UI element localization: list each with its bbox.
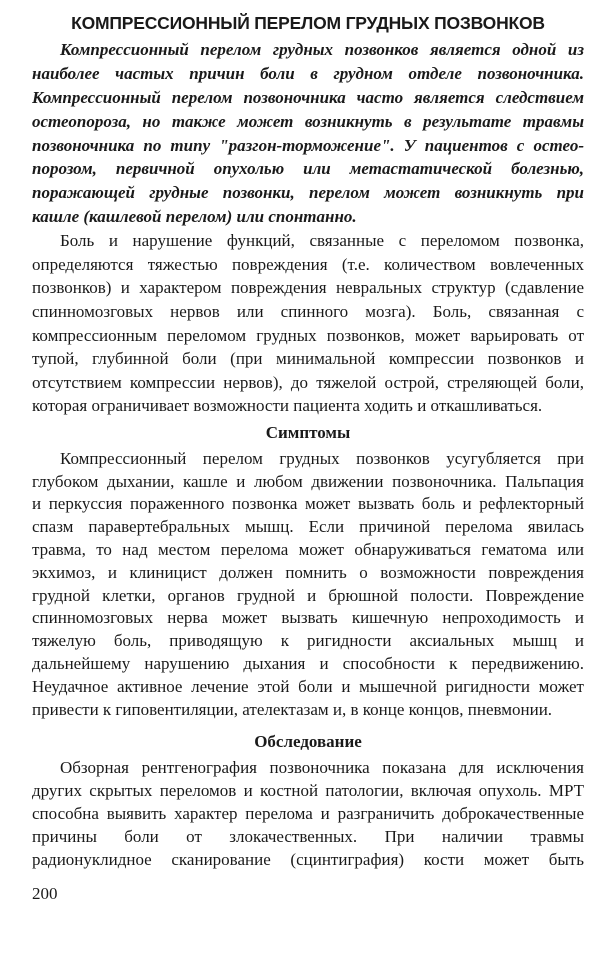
text-line: наиболее частых причин боли в грудном отделе позвоночника. [32,63,584,83]
text-line: спинномозговых нервов или спинного мозга). Боль, связанная с [32,301,584,321]
page-number: 200 [32,884,58,903]
text-line: Неудачное активное лечение этой боли и мышечной ригидности может [32,676,584,696]
text-line: кашле (кашлевой перелом) или спонтанно. [32,207,357,227]
text-line: остеопороза, но также может возникнуть в результате травмы [32,111,584,131]
section-heading-exam: Обследование [254,732,362,752]
paragraph-symptoms [32,448,584,722]
text-line: спазм паравертебральных мышц. Если причиной перелома явилась [32,517,584,537]
text-line: которая ограничивает возможности пациента ходить и откашливаться. [32,396,543,416]
chapter-title: КОМПРЕССИОННЫЙ ПЕРЕЛОМ ГРУДНЫХ ПОЗВОНКОВ [71,13,545,33]
text-line: позвоночника по типу "разгон-торможение". У пациентов с остео- [32,135,584,155]
text-line: грудной клетки, органов грудной и брюшной полости. Повреждение [32,585,584,605]
text-line: дальнейшему нарушению дыхания и способности к передвижению. [32,654,584,674]
text-line: причины боли от злокачественных. При наличии травмы [32,826,584,846]
text-line: порозом, первичной опухолью или метастатической болезнью, [32,159,584,179]
paragraph-pain [32,229,584,418]
text-line: Компрессионный перелом грудных позвонков является одной из [60,40,584,59]
text-line: отсутствием компрессии нервов), до тяжелой острой, стреляющей боли, [32,372,584,392]
text-line: Обзорная рентгенография позвоночника показана для исключения [60,758,584,778]
page [32,8,584,871]
text-line: определяются тяжестью повреждения (т.е. количеством вовлеченных [32,254,584,274]
section-heading-symptoms: Симптомы [265,422,351,442]
text-line: глубоком дыхании, кашле и любом движении позвоночника. Пальпация [32,471,584,491]
text-line: других скрытых переломов и костной патологии, включая опухоль. МРТ [32,781,584,801]
text-line: радионуклидное сканирование (сцинтиграфия) кости может быть [32,849,584,869]
paragraph-exam [32,757,584,871]
text-line: Компрессионный перелом позвоночника часто является следствием [32,87,584,107]
text-line: привести к гиповентиляции, ателектазам и, в конце концов, пневмонии. [32,699,553,719]
text-line: компрессионным переломом грудных позвонков, может варьировать от [32,325,584,345]
text-line: травма, то над местом перелома может обнаруживаться гематома или [32,540,584,560]
text-line: позвонков) и характером повреждения невральных структур (сдавление [32,278,584,298]
text-line: экхимоз, и клиницист должен помнить о возможности повреждения [32,562,584,582]
text-line: Боль и нарушение функций, связанные с переломом позвонка, [60,231,584,251]
intro-paragraph [32,38,584,229]
text-line: тяжелую боль, приводящую к ригидности аксиальных мышц и [32,631,584,651]
text-line: спинномозговых нерва может вызвать кишечную непроходимость и [32,608,584,628]
text-line: Компрессионный перелом грудных позвонков усугубляется при [60,448,584,468]
text-line: и перкуссия пораженного позвонка может вызвать боль и рефлекторный [32,494,584,514]
text-line: поражающей грудные позвонки, перелом может возникнуть при [32,183,584,203]
text-line: способна выявить характер перелома и разграничить доброкачественные [32,804,584,824]
text-line: тупой, глубинной боли (при минимальной компрессии позвонков и [32,349,584,369]
